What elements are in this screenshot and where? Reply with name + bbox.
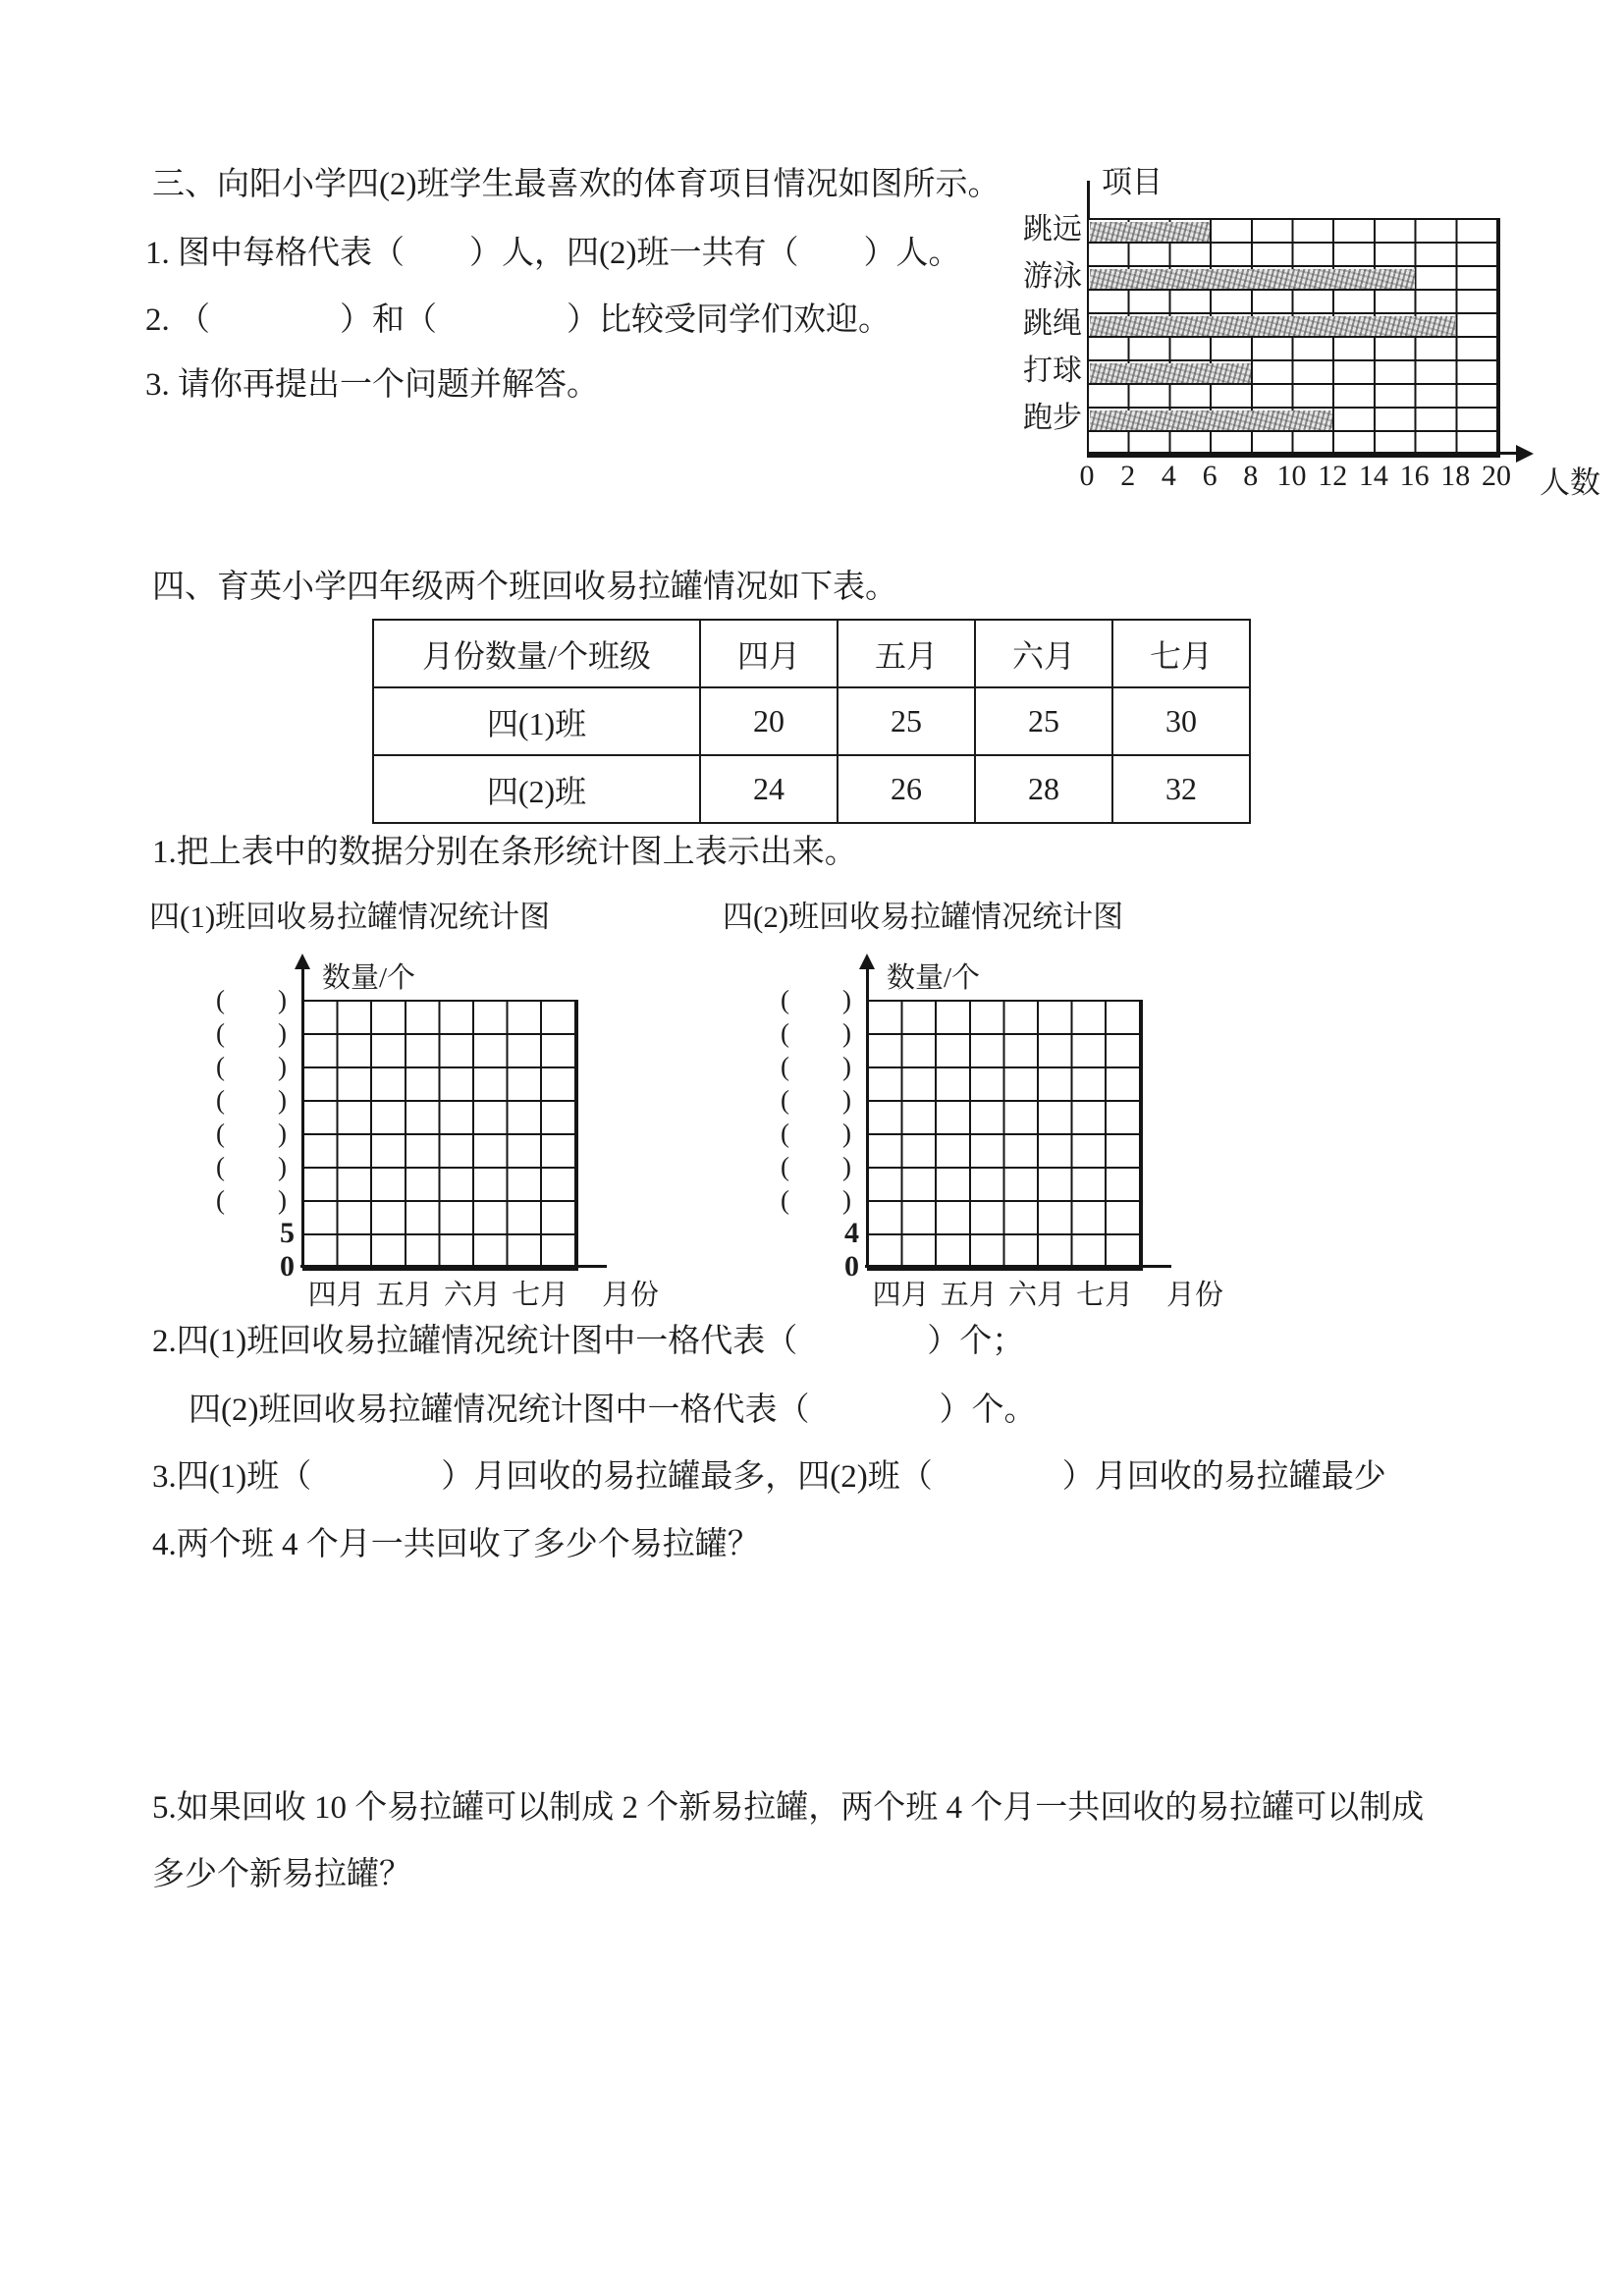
x-tick-8: 8 <box>1243 460 1259 492</box>
section4-heading: 四、育英小学四年级两个班回收易拉罐情况如下表。 <box>152 570 897 605</box>
y-tick-blank: ( ) <box>216 1052 287 1081</box>
section3-heading: 三、向阳小学四(2)班学生最喜欢的体育项目情况如图所示。 <box>152 167 1001 202</box>
cell-value: 30 <box>1112 687 1250 755</box>
category-label-1: 游泳 <box>1023 260 1082 293</box>
table-month-header: 七月 <box>1112 620 1250 687</box>
x-axis-arrow-icon <box>1516 445 1534 463</box>
x-axis-title: 月份 <box>602 1280 660 1311</box>
x-tick-12: 12 <box>1318 460 1348 492</box>
month-label-0: 四月 <box>872 1280 930 1311</box>
section4-q5-line2: 多少个新易拉罐？ <box>152 1857 411 1892</box>
bar-游泳 <box>1090 269 1415 289</box>
y-tick-blank: ( ) <box>216 1119 287 1148</box>
empty-chart-2 <box>753 938 1288 1331</box>
category-label-2: 跳绳 <box>1023 307 1082 340</box>
bar-跳绳 <box>1090 316 1455 336</box>
y-tick-blank: ( ) <box>781 1152 851 1181</box>
y-tick-blank: ( ) <box>216 1018 287 1048</box>
empty-grid-1 <box>302 1000 578 1271</box>
y-axis-title: 数量/个 <box>322 962 416 994</box>
bar-跳远 <box>1090 222 1210 242</box>
row-label: 四(2)班 <box>373 755 700 823</box>
month-label-2: 六月 <box>1007 1280 1065 1311</box>
sports-chart <box>990 157 1623 525</box>
y-axis-arrow-icon <box>295 954 310 969</box>
bar-跑步 <box>1090 410 1332 430</box>
x-tick-16: 16 <box>1399 460 1430 492</box>
section4-q3: 3.四(1)班（ ）月回收的易拉罐最多，四(2)班（ ）月回收的易拉罐最少 <box>152 1459 1386 1495</box>
x-axis-title: 月份 <box>1166 1280 1224 1311</box>
month-label-0: 四月 <box>307 1280 365 1311</box>
y-axis-arrow-icon <box>859 954 875 969</box>
empty-grid-2 <box>867 1000 1143 1271</box>
category-label-3: 打球 <box>1023 355 1082 387</box>
y-tick-blank: ( ) <box>781 1085 851 1115</box>
month-label-1: 五月 <box>375 1280 433 1311</box>
section3-q3: 3. 请你再提出一个问题并解答。 <box>145 367 599 403</box>
chart2-title: 四(2)班回收易拉罐情况统计图 <box>723 900 1124 934</box>
x-tick-2: 2 <box>1120 460 1136 492</box>
table-month-header: 六月 <box>975 620 1112 687</box>
y-tick-blank: ( ) <box>781 1018 851 1048</box>
y-tick-5: 5 <box>280 1217 295 1249</box>
month-label-2: 六月 <box>443 1280 501 1311</box>
sports-chart-x-axis-line <box>1087 452 1521 455</box>
month-label-3: 七月 <box>1076 1280 1134 1311</box>
y-tick-0: 0 <box>280 1250 295 1283</box>
y-tick-blank: ( ) <box>781 1119 851 1148</box>
category-label-4: 跑步 <box>1023 402 1082 434</box>
y-tick-blank: ( ) <box>216 1152 287 1181</box>
cell-value: 26 <box>838 755 975 823</box>
x-tick-14: 14 <box>1358 460 1388 492</box>
section4-q2-line2: 四(2)班回收易拉罐情况统计图中一格代表（ ）个。 <box>189 1393 1037 1428</box>
table-corner-header: 月份数量/个班级 <box>373 620 700 687</box>
x-tick-0: 0 <box>1079 460 1095 492</box>
cell-value: 25 <box>975 687 1112 755</box>
chart1-title: 四(1)班回收易拉罐情况统计图 <box>149 900 551 934</box>
x-axis-line <box>300 1265 607 1268</box>
x-tick-6: 6 <box>1202 460 1217 492</box>
row-label: 四(1)班 <box>373 687 700 755</box>
y-tick-blank: ( ) <box>216 985 287 1014</box>
section3-q2: 2. （ ）和（ ）比较受同学们欢迎。 <box>145 302 891 338</box>
section3-q1: 1. 图中每格代表（ ）人，四(2)班一共有（ ）人。 <box>145 236 961 271</box>
y-tick-blank: ( ) <box>216 1085 287 1115</box>
x-tick-4: 4 <box>1161 460 1176 492</box>
section4-q5-line1: 5.如果回收 10 个易拉罐可以制成 2 个新易拉罐，两个班 4 个月一共回收的易拉罐可以制成 <box>152 1790 1425 1826</box>
section4-q1: 1.把上表中的数据分别在条形统计图上表示出来。 <box>152 835 857 870</box>
sports-chart-x-axis-title: 人数 <box>1540 465 1600 500</box>
bar-打球 <box>1090 363 1251 383</box>
empty-chart-1 <box>189 938 724 1331</box>
y-tick-4: 4 <box>844 1217 859 1249</box>
section4-q2-line1: 2.四(1)班回收易拉罐情况统计图中一格代表（ ）个； <box>152 1324 1025 1359</box>
sports-chart-y-axis-title: 项目 <box>1102 165 1163 199</box>
cell-value: 28 <box>975 755 1112 823</box>
y-tick-blank: ( ) <box>781 1185 851 1215</box>
y-axis-title: 数量/个 <box>887 962 981 994</box>
table-row <box>373 755 1250 823</box>
x-tick-18: 18 <box>1440 460 1471 492</box>
x-axis-line <box>865 1265 1171 1268</box>
y-tick-blank: ( ) <box>781 985 851 1014</box>
month-label-3: 七月 <box>512 1280 569 1311</box>
table-header-row <box>373 620 1250 687</box>
category-label-0: 跳远 <box>1023 213 1082 246</box>
cell-value: 25 <box>838 687 975 755</box>
table-row <box>373 687 1250 755</box>
recycle-table <box>372 619 1251 824</box>
sports-chart-grid <box>1087 218 1500 458</box>
cell-value: 32 <box>1112 755 1250 823</box>
table-month-header: 五月 <box>838 620 975 687</box>
cell-value: 24 <box>700 755 838 823</box>
y-tick-blank: ( ) <box>216 1185 287 1215</box>
section4-q4: 4.两个班 4 个月一共回收了多少个易拉罐？ <box>152 1527 760 1562</box>
cell-value: 20 <box>700 687 838 755</box>
month-label-1: 五月 <box>940 1280 998 1311</box>
x-tick-20: 20 <box>1482 460 1511 492</box>
y-tick-blank: ( ) <box>781 1052 851 1081</box>
x-tick-10: 10 <box>1276 460 1307 492</box>
table-month-header: 四月 <box>700 620 838 687</box>
y-tick-0: 0 <box>844 1250 859 1283</box>
